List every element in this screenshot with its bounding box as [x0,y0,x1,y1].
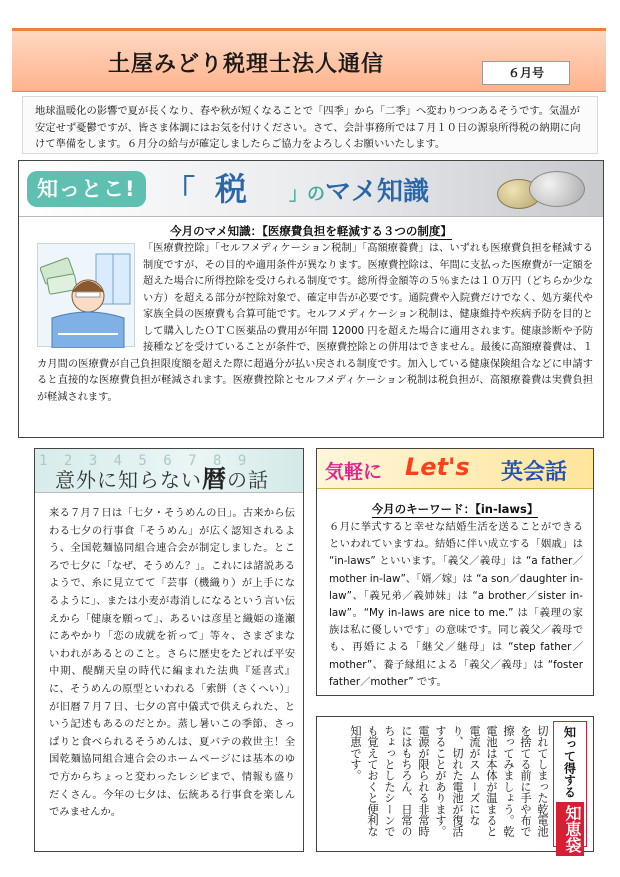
english-heading: 今月のキーワード：【in-laws】 [371,502,539,516]
tip-tag-b: 知恵袋 [556,802,584,856]
tip-section [316,716,594,852]
tax-heading: 今月のマメ知識：【医療費負担を軽減する３つの制度】 [170,224,452,238]
calendar-section [34,448,304,852]
calendar-banner-numbers: 1 2 3 4 5 6 7 8 9 [39,453,251,469]
sick-person-illustration [37,243,135,347]
tax-banner-open-bracket: 「 [165,174,195,209]
sick-person-icon [38,244,136,348]
english-banner-b: Let's [405,453,470,481]
tax-body-text: 「医療費控除」「セルフメディケーション税制」「高額療養費」は、いずれも医療費負担を軽減する制度ですが、その目的や適用条件が異なります。医療費控除は、年間に支払った医療費が一定額を超えた場合に所得控除を受けられる制度です。総所得金額等の５％または１０万円（どちらか少ない方）を超える部分が控除対象で、確定申告が必要です。通院費や入院費だけでなく、処方薬代や家族全員の医療費も合算可能です。セルフメディケーション税制は、健康維持や疾病予防を目的として購入したＯＴＣ医薬品の費用が年間 12000 円を超えた場合に適用されます。健康診断や予防接種などを受けていることが条件で、医療費控除との併用はできません。最後に高額療養費は、１カ月間の医療費が自己負担限度額を超えた際に超過分が払い戻される制度です。加入している健康保険組合などに申請すると直接的な医療費負担が軽減されます。医療費控除とセルフメディケーション税制は税負担が、高額療養費は実費負担が軽減されます。 [37,243,593,403]
tax-banner-rest [289,171,429,208]
issue-label: ６月号 [482,61,570,85]
intro-text: 地球温暖化の影響で夏が長くなり、春や秋が短くなることで「四季」から「二季」へ変わりつつあるそうです。気温が安定せず憂鬱ですが、皆さま体調にはお気を付けください。さて、会計事務所では７月１０日の源泉所得税の納期に向けて準備をします。６月分の給与が確定しましたらご協力をよろしくお願いいたします。 [22,96,598,154]
calendar-body: 来る７月７日は「七夕・そうめんの日」。古来から伝わる七夕の行事食「そうめん」が広く認知されるよう、全国乾麺協同組合連合会が制定しました。ところで七夕に「なぜ、そうめん？」。これには諸説あるようで、糸に見立てて「芸事（機織り）が上手になるように」、または小麦が毒消しになるという言い伝えから「健康を願って」、あるいは彦星と織姫の逢瀬にあやかり「恋の成就を祈って」等々、さまざまないわれがあるとのこと。さらに歴史をたどれば平安中期、醍醐天皇の時代に編まれた法典『延喜式』に、そうめんの原型といわれる「索餅（さくへい）」が旧暦７月７日、七夕の宮中儀式で供えられた、という記述もあるのだとか。蒸し暑いこの季節、さっぱりと食べられるそうめんは、夏バテの救世主！全国乾麺協同組合連合会のホームページには基本のゆで方からちょっと変わったレシピまで、情報も盛りだくさん。今年の七夕は、伝統ある行事食を楽しんでみませんか。 [49,507,295,819]
tax-body [37,241,593,406]
tax-banner-shitto: 知っとこ! [27,171,146,207]
tip-tag-a: 知って得する [562,726,577,798]
english-banner-c: 英会話 [501,460,568,485]
tax-banner-zei: 税 [215,170,248,208]
calendar-banner-b: 暦 [202,464,227,493]
english-banner-a: 気軽に [325,461,383,483]
coins-icon [529,171,585,207]
tax-banner-no: の [307,184,325,205]
tip-tag [553,721,587,853]
tax-banner-mame: マメ知識 [325,177,430,207]
calendar-banner-a: 意外に知らない [55,468,202,492]
newsletter-title: 土屋みどり税理士法人通信 [108,52,385,77]
english-banner [317,449,593,489]
newsletter-header [12,28,606,92]
calendar-banner-title [55,459,269,494]
english-section [316,448,594,696]
english-body: ６月に挙式すると幸せな結婚生活を送ることができるといわれていますね。結婚に伴い成立する「姻戚」は “in-laws” といいます。「義父／義母」は “a father／mother in-law”、「婿／嫁」は “a son／daughter in-law”、「義兄弟／義姉妹」は “a brother／sister in-law”。“My in-laws are nice to me.” は「義理の家族は私に優しいです」の意味です。同じ義父／義母でも、再婚による「継父／継母」は “step father／mother”、養子縁組による「義父／義母」は “foster father／mother” です。 [329,521,583,688]
tip-body: 切れてしまった乾電池を捨てる前に手や布で擦ってみましょう。乾電池は本体が温まると電流がスムーズになり、切れた電池が復活することがあります。電源が限られる非常時にはもちろん、日常のちょっとしたシーンでも覚えておくと便利な知恵です。 [349,725,549,837]
calendar-banner-c: の話 [227,468,269,492]
tax-section [18,160,604,438]
tax-banner [19,161,603,217]
tax-banner-close: 」 [289,184,307,205]
calendar-banner [35,449,303,493]
